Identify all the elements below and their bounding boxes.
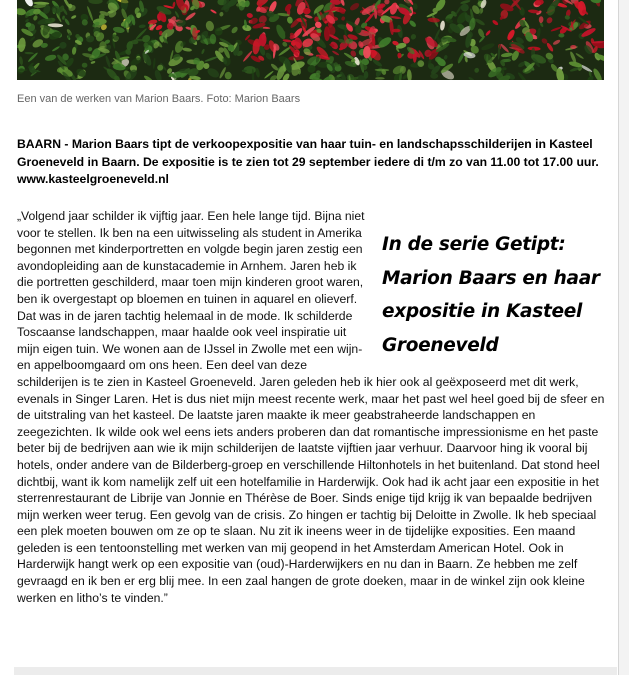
painting-image [17,0,604,80]
article-body [17,208,607,606]
painting-detail-image [17,0,604,80]
article-lead: BAARN - Marion Baars tipt de verkoopexpositie van haar tuin- en landschapsschilderijen in Kasteel Groeneveld in Baarn. De expositie is te zien tot 29 september iedere di t/m zo van 11.00 tot 17.00 uur. www.kasteelgroeneveld.nl [17,137,599,186]
brush-stroke [290,35,295,39]
pull-quote: In de serie Getipt: Marion Baars en haar expositie in Kasteel Groeneveld [382,234,600,356]
image-caption: Een van de werken van Marion Baars. Foto: Marion Baars [17,93,301,105]
brush-stroke [82,63,88,68]
article-body-text: „Volgend jaar schilder ik vijftig jaar. Een hele lange tijd. Bijna niet voor te stellen. Ik ben na een uitwisseling als student in Amerika begonnen met kinderportretten en volgde begin jaren zestig een avondopleiding aan de kunstacademie in Arnhem. Jaren heb ik die portretten geschilderd, maar toen mijn kinderen groot waren, ben ik overgestapt op bloemen en tuinen in aquarel en olieverf. Dat was in de jaren tachtig helemaal in de mode. Ik schilderde Toscaanse landschappen, maar haalde ook veel inspiratie uit mijn eigen tuin. We wonen aan de IJssel in Zwolle met een wijn- en appelboomgaard om ons heen. Een deel van deze schilderijen is te zien in Kasteel Groeneveld. Jaren geleden heb ik hier ook al geëxposeerd met dit werk, evenals in Singer Laren. Het is dus niet mijn meest recente werk, maar het past wel heel goed bij de sfeer en de uitstraling van het kasteel. De laatste jaren maakte ik meer geabstraheerde landschappen en zeegezichten. Ik wilde ook wel eens iets anders proberen dan dat romantische impressionisme en het paste beter bij de bedrijven aan wie ik mijn schilderijen de laatste vijftien jaar verhuur. Daarvoor hing ik vooral bij hotels, onder andere van de Bilderberg-groep en verschillende Hiltonhotels in het buitenland. Dat stond heel dichtbij, want ik kom namelijk zelf uit een hotelfamilie in Harderwijk. Ook had ik acht jaar een expositie in het sterrenrestaurant de Librije van Jonnie en Thérèse de Boer. Sinds enige tijd krijg ik van bepaalde bedrijven mijn werken weer terug. Een gevolg van de crisis. Zo hingen er tachtig bij Deloitte in Zwolle. Ik heb speciaal een plek moeten bouwen om ze op te slaan. Nu zit ik ineens weer in de tijdelijke exposities. Een maand geleden is een tentoonstelling met werken van mij geopend in het Amsterdam American Hotel. Ook in Harderwijk hangt werk op een expositie van (oud)-Harderwijkers en nu dan in Baarn. Ze hebben me zelf gevraagd en ik ben er erg blij mee. In een zaal hangen de grote doeken, maar in de winkel zijn ook kleine werken en litho’s te vinden.” [17,209,605,605]
brush-stroke [430,73,438,78]
scrollbar-track[interactable] [619,0,629,675]
brush-stroke [570,45,576,49]
footer-bar [14,667,617,675]
